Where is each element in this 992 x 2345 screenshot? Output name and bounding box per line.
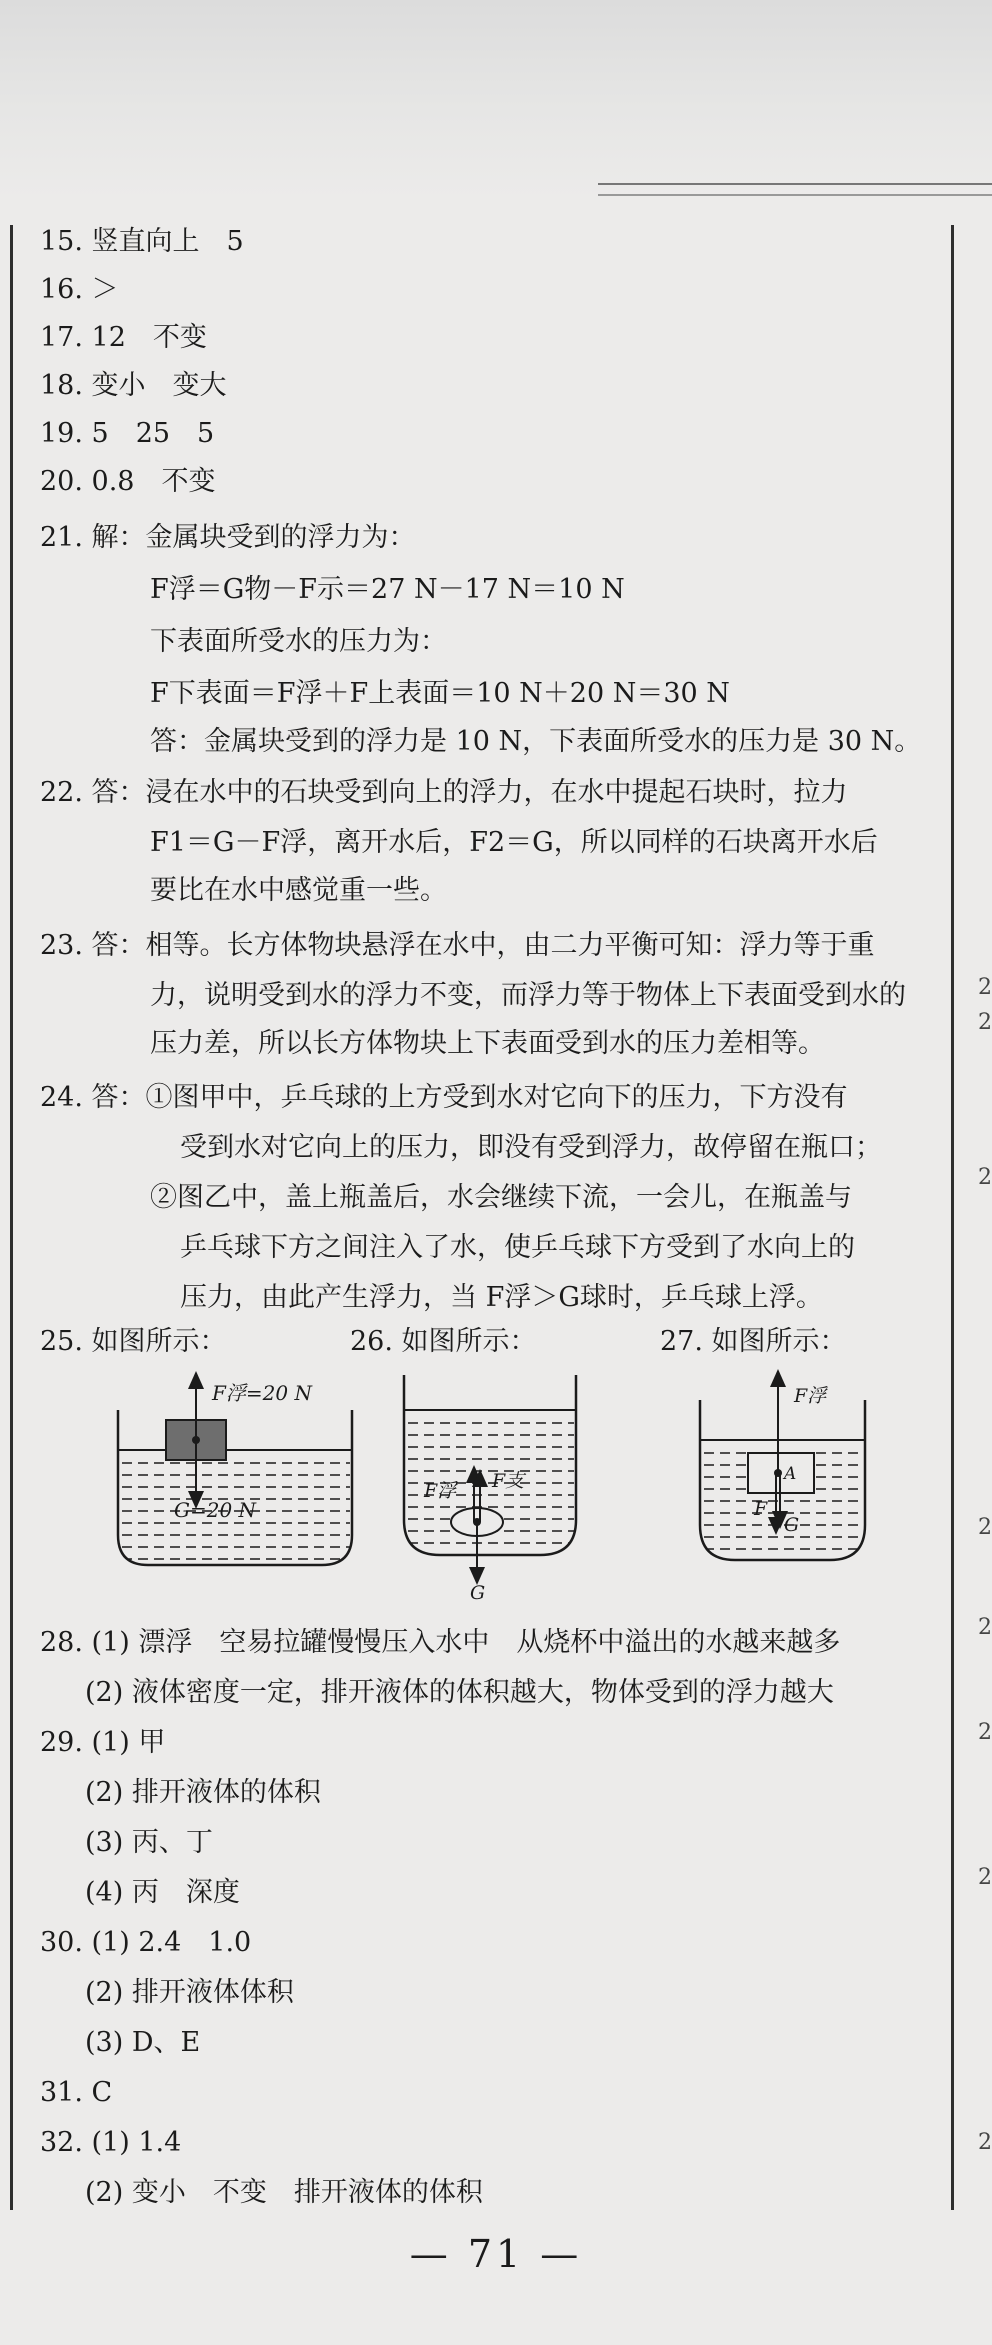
answer-15: 15. 竖直向上 5 bbox=[40, 226, 244, 257]
figure-26-caption: 26. 如图所示： bbox=[350, 1326, 537, 1357]
figure-25-caption: 25. 如图所示： bbox=[40, 1326, 227, 1357]
edge-mark: 2 bbox=[978, 1010, 992, 1035]
answer-24-line5: 压力，由此产生浮力，当 F浮＞G球时，乒乓球上浮。 bbox=[180, 1282, 823, 1313]
answer-19: 19. 5 25 5 bbox=[40, 418, 215, 449]
answer-30-line3: (3) D、E bbox=[85, 2027, 201, 2058]
edge-mark: 2 bbox=[978, 975, 992, 1000]
fig25-g-label: G=20 N bbox=[174, 1498, 257, 1522]
page-number: — 71 — bbox=[409, 2232, 583, 2276]
answer-29-line1: 29. (1) 甲 bbox=[40, 1727, 166, 1758]
answer-23-line1: 23. 答：相等。长方体物块悬浮在水中，由二力平衡可知：浮力等于重 bbox=[40, 930, 875, 961]
figure-26-diagram bbox=[390, 1365, 590, 1605]
left-margin-line bbox=[10, 225, 13, 2210]
answer-28-line1: 28. (1) 漂浮 空易拉罐慢慢压入水中 从烧杯中溢出的水越来越多 bbox=[40, 1627, 841, 1658]
answer-21-conclusion: 答：金属块受到的浮力是 10 N，下表面所受水的压力是 30 N。 bbox=[150, 726, 922, 757]
answer-22-line3: 要比在水中感觉重一些。 bbox=[150, 875, 447, 906]
answer-24-line2: 受到水对它向上的压力，即没有受到浮力，故停留在瓶口； bbox=[180, 1132, 882, 1163]
answer-30-line1: 30. (1) 2.4 1.0 bbox=[40, 1927, 252, 1958]
answer-32-line1: 32. (1) 1.4 bbox=[40, 2127, 182, 2158]
answer-24-line3: ②图乙中，盖上瓶盖后，水会继续下流，一会儿，在瓶盖与 bbox=[150, 1182, 852, 1213]
figure-27-diagram bbox=[690, 1365, 890, 1565]
answer-17: 17. 12 不变 bbox=[40, 322, 207, 353]
figure-25-diagram bbox=[100, 1365, 390, 1575]
answer-23-line2: 力，说明受到水的浮力不变，而浮力等于物体上下表面受到水的 bbox=[150, 980, 906, 1011]
fig26-support-label: F支 bbox=[492, 1470, 525, 1492]
answer-30-line2: (2) 排开液体体积 bbox=[85, 1977, 294, 2008]
fig26-float-label: F浮 bbox=[424, 1480, 457, 1502]
edge-mark: 2 bbox=[978, 1720, 992, 1745]
answer-24-line4: 乒乓球下方之间注入了水，使乒乓球下方受到了水向上的 bbox=[180, 1232, 855, 1263]
answer-29-line3: (3) 丙、丁 bbox=[85, 1827, 213, 1858]
answer-16: 16. ＞ bbox=[40, 274, 119, 305]
edge-mark: 2 bbox=[978, 1515, 992, 1540]
fig25-f-label: F浮=20 N bbox=[212, 1381, 312, 1405]
answer-22-line2: F1＝G－F浮，离开水后，F2＝G，所以同样的石块离开水后 bbox=[150, 827, 878, 858]
header-rule bbox=[598, 183, 992, 196]
answer-23-line3: 压力差，所以长方体物块上下表面受到水的压力差相等。 bbox=[150, 1028, 825, 1059]
answer-29-line4: (4) 丙 深度 bbox=[85, 1877, 240, 1908]
fig27-float-label: F浮 bbox=[794, 1385, 827, 1407]
answer-18: 18. 变小 变大 bbox=[40, 370, 227, 401]
answer-21-head: 21. 解：金属块受到的浮力为： bbox=[40, 522, 416, 553]
fig27-f-label: F bbox=[754, 1498, 768, 1520]
figure-27-caption: 27. 如图所示： bbox=[660, 1326, 847, 1357]
fig27-g-label: G bbox=[784, 1514, 800, 1536]
fig27-box-label: A bbox=[784, 1464, 797, 1484]
answer-24-line1: 24. 答：①图甲中，乒乓球的上方受到水对它向下的压力，下方没有 bbox=[40, 1082, 848, 1113]
edge-mark: 2 bbox=[978, 1165, 992, 1190]
answer-31: 31. C bbox=[40, 2077, 113, 2108]
answer-21-line2: 下表面所受水的压力为： bbox=[150, 626, 447, 657]
edge-mark: 2 bbox=[978, 2130, 992, 2155]
answer-21-formula2: F下表面＝F浮＋F上表面＝10 N＋20 N＝30 N bbox=[150, 678, 730, 709]
answer-32-line2: (2) 变小 不变 排开液体的体积 bbox=[85, 2177, 483, 2208]
answer-29-line2: (2) 排开液体的体积 bbox=[85, 1777, 321, 1808]
scan-top-shadow bbox=[0, 0, 992, 200]
column-divider bbox=[951, 225, 954, 2210]
fig26-g-label: G bbox=[470, 1582, 486, 1604]
edge-mark: 2 bbox=[978, 1865, 992, 1890]
edge-mark: 2 bbox=[978, 1615, 992, 1640]
answer-20: 20. 0.8 不变 bbox=[40, 466, 216, 497]
answer-22-line1: 22. 答：浸在水中的石块受到向上的浮力，在水中提起石块时，拉力 bbox=[40, 777, 848, 808]
answer-28-line2: (2) 液体密度一定，排开液体的体积越大，物体受到的浮力越大 bbox=[85, 1677, 834, 1708]
answer-21-formula1: F浮＝G物－F示＝27 N－17 N＝10 N bbox=[150, 574, 625, 605]
